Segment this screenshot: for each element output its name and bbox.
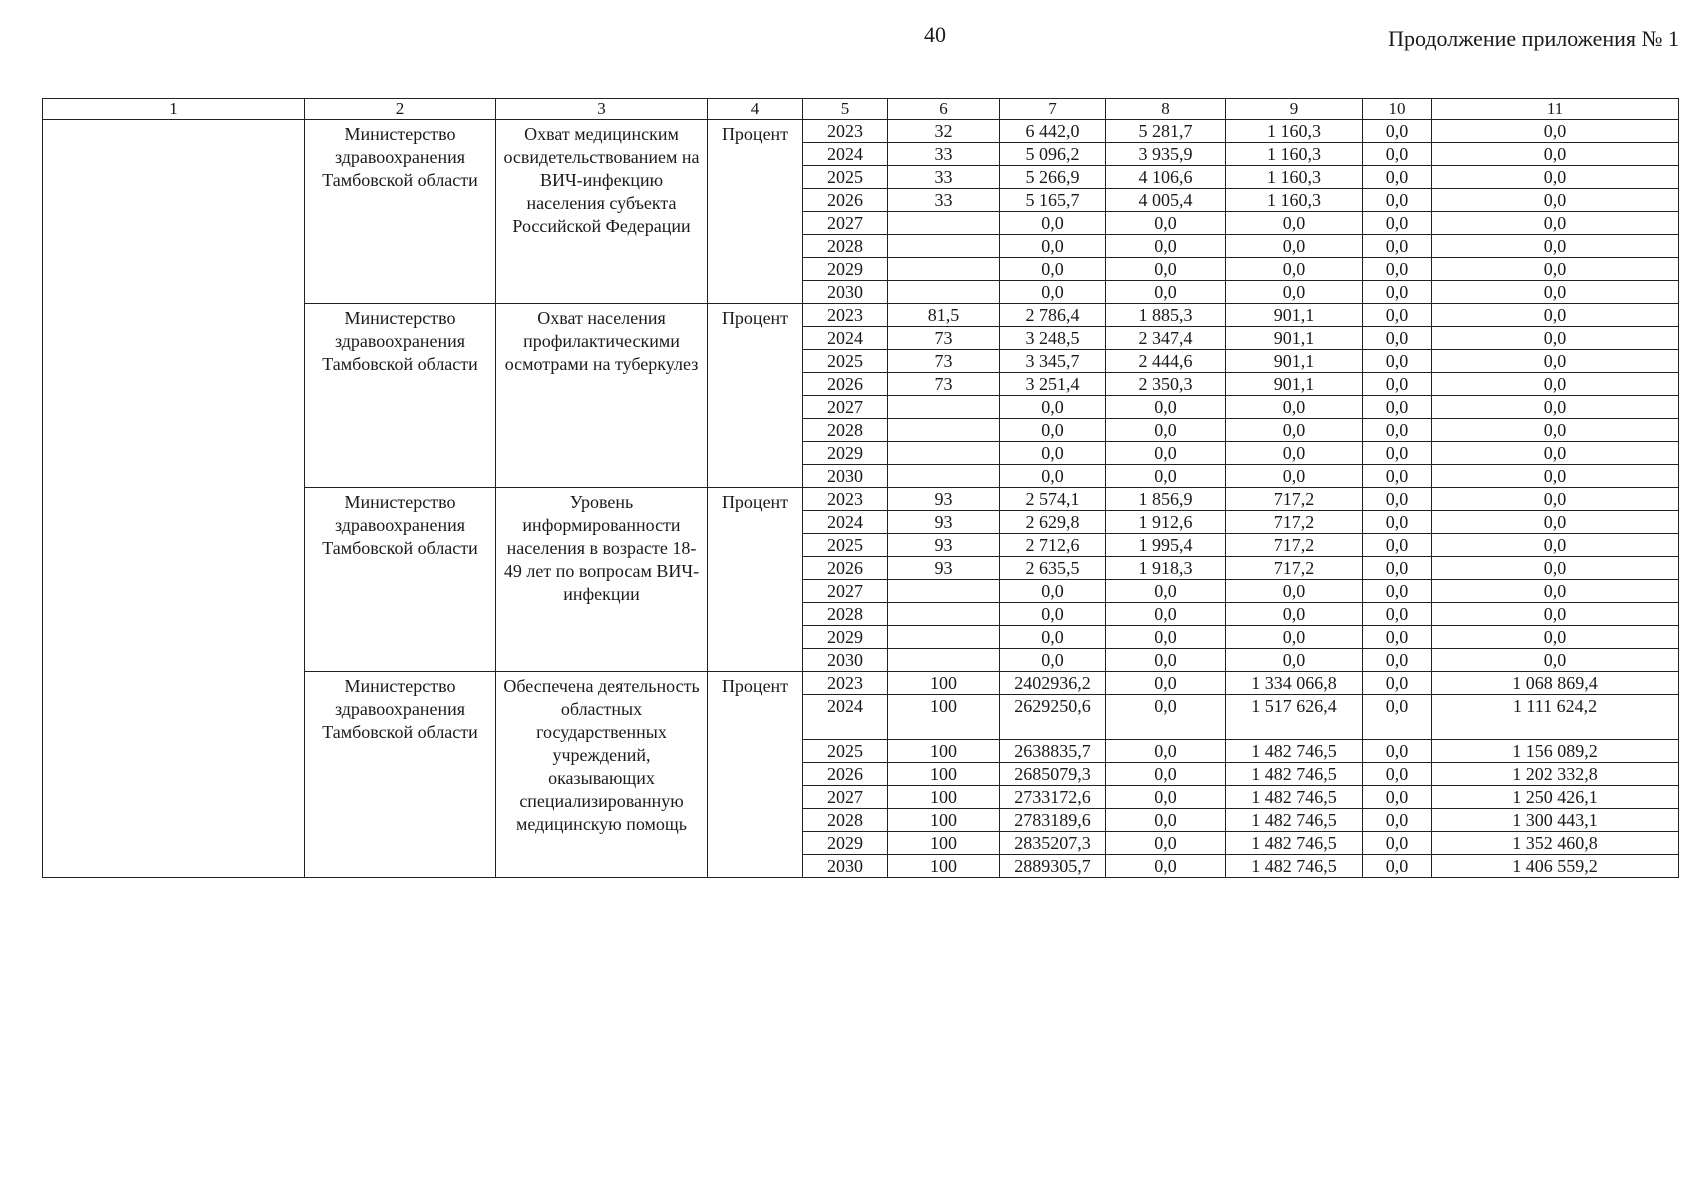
total-cell: 2 635,5 — [1000, 557, 1106, 580]
extra-cell: 0,0 — [1432, 396, 1679, 419]
extra-cell: 0,0 — [1432, 258, 1679, 281]
local-cell: 0,0 — [1363, 258, 1432, 281]
federal-cell: 1 856,9 — [1106, 488, 1226, 511]
local-cell: 0,0 — [1363, 143, 1432, 166]
local-cell: 0,0 — [1363, 832, 1432, 855]
federal-cell: 1 912,6 — [1106, 511, 1226, 534]
federal-cell: 1 918,3 — [1106, 557, 1226, 580]
extra-cell: 0,0 — [1432, 465, 1679, 488]
regional-cell: 1 160,3 — [1226, 189, 1363, 212]
regional-cell: 1 334 066,8 — [1226, 672, 1363, 695]
year-cell: 2026 — [803, 189, 888, 212]
regional-cell: 0,0 — [1226, 626, 1363, 649]
year-cell: 2029 — [803, 442, 888, 465]
year-cell: 2030 — [803, 855, 888, 878]
target-value-cell: 100 — [888, 763, 1000, 786]
extra-cell: 0,0 — [1432, 419, 1679, 442]
federal-cell: 0,0 — [1106, 442, 1226, 465]
local-cell: 0,0 — [1363, 350, 1432, 373]
regional-cell: 717,2 — [1226, 534, 1363, 557]
local-cell: 0,0 — [1363, 511, 1432, 534]
year-cell: 2027 — [803, 396, 888, 419]
extra-cell: 0,0 — [1432, 557, 1679, 580]
regional-cell: 901,1 — [1226, 327, 1363, 350]
federal-cell: 0,0 — [1106, 281, 1226, 304]
total-cell: 0,0 — [1000, 580, 1106, 603]
page-number: 40 — [924, 22, 946, 47]
year-cell: 2023 — [803, 672, 888, 695]
local-cell: 0,0 — [1363, 603, 1432, 626]
federal-cell: 0,0 — [1106, 396, 1226, 419]
extra-cell: 1 352 460,8 — [1432, 832, 1679, 855]
federal-cell: 0,0 — [1106, 763, 1226, 786]
year-cell: 2026 — [803, 763, 888, 786]
federal-cell: 2 347,4 — [1106, 327, 1226, 350]
federal-cell: 0,0 — [1106, 786, 1226, 809]
target-value-cell — [888, 419, 1000, 442]
column-1-cell — [43, 120, 305, 878]
extra-cell: 0,0 — [1432, 373, 1679, 396]
target-value-cell: 73 — [888, 373, 1000, 396]
table-row — [43, 120, 1679, 143]
column-number: 11 — [1432, 99, 1679, 120]
extra-cell: 0,0 — [1432, 442, 1679, 465]
regional-cell: 0,0 — [1226, 442, 1363, 465]
regional-cell: 717,2 — [1226, 557, 1363, 580]
regional-cell: 1 482 746,5 — [1226, 809, 1363, 832]
year-cell: 2027 — [803, 786, 888, 809]
target-value-cell — [888, 442, 1000, 465]
year-cell: 2023 — [803, 120, 888, 143]
column-number: 9 — [1226, 99, 1363, 120]
target-value-cell: 93 — [888, 488, 1000, 511]
local-cell: 0,0 — [1363, 855, 1432, 878]
federal-cell: 0,0 — [1106, 258, 1226, 281]
indicator-cell: Охват населения профилактическими осмотрами на туберкулез — [496, 304, 708, 488]
total-cell: 2835207,3 — [1000, 832, 1106, 855]
indicator-cell: Уровень информированности населения в возрасте 18-49 лет по вопросам ВИЧ-инфекции — [496, 488, 708, 672]
extra-cell: 0,0 — [1432, 580, 1679, 603]
extra-cell: 0,0 — [1432, 626, 1679, 649]
year-cell: 2025 — [803, 534, 888, 557]
program-table — [42, 98, 1679, 878]
target-value-cell: 100 — [888, 740, 1000, 763]
column-number: 7 — [1000, 99, 1106, 120]
local-cell: 0,0 — [1363, 189, 1432, 212]
federal-cell: 4 106,6 — [1106, 166, 1226, 189]
year-cell: 2023 — [803, 304, 888, 327]
local-cell: 0,0 — [1363, 763, 1432, 786]
local-cell: 0,0 — [1363, 626, 1432, 649]
regional-cell: 901,1 — [1226, 373, 1363, 396]
column-number-row — [43, 99, 1679, 120]
regional-cell: 717,2 — [1226, 488, 1363, 511]
federal-cell: 2 444,6 — [1106, 350, 1226, 373]
regional-cell: 0,0 — [1226, 580, 1363, 603]
year-cell: 2030 — [803, 465, 888, 488]
column-number: 3 — [496, 99, 708, 120]
total-cell: 3 345,7 — [1000, 350, 1106, 373]
local-cell: 0,0 — [1363, 557, 1432, 580]
regional-cell: 1 482 746,5 — [1226, 786, 1363, 809]
column-number: 5 — [803, 99, 888, 120]
regional-cell: 0,0 — [1226, 212, 1363, 235]
ministry-cell: Министерство здравоохранения Тамбовской области — [305, 120, 496, 304]
annex-title: Продолжение приложения № 1 — [1388, 26, 1679, 51]
target-value-cell: 33 — [888, 143, 1000, 166]
column-number: 4 — [708, 99, 803, 120]
extra-cell: 1 156 089,2 — [1432, 740, 1679, 763]
extra-cell: 0,0 — [1432, 350, 1679, 373]
year-cell: 2029 — [803, 258, 888, 281]
federal-cell: 4 005,4 — [1106, 189, 1226, 212]
total-cell: 0,0 — [1000, 603, 1106, 626]
total-cell: 0,0 — [1000, 258, 1106, 281]
local-cell: 0,0 — [1363, 327, 1432, 350]
year-cell: 2030 — [803, 649, 888, 672]
year-cell: 2028 — [803, 419, 888, 442]
federal-cell: 0,0 — [1106, 235, 1226, 258]
extra-cell: 0,0 — [1432, 166, 1679, 189]
total-cell: 6 442,0 — [1000, 120, 1106, 143]
target-value-cell: 93 — [888, 557, 1000, 580]
column-number: 6 — [888, 99, 1000, 120]
total-cell: 2783189,6 — [1000, 809, 1106, 832]
total-cell: 0,0 — [1000, 396, 1106, 419]
regional-cell: 0,0 — [1226, 281, 1363, 304]
target-value-cell: 100 — [888, 809, 1000, 832]
ministry-cell: Министерство здравоохранения Тамбовской области — [305, 488, 496, 672]
regional-cell: 0,0 — [1226, 396, 1363, 419]
regional-cell: 1 160,3 — [1226, 143, 1363, 166]
federal-cell: 1 885,3 — [1106, 304, 1226, 327]
regional-cell: 1 517 626,4 — [1226, 695, 1363, 740]
indicator-cell: Обеспечена деятельность областных государственных учреждений, оказывающих специализированную медицинскую помощь — [496, 672, 708, 878]
total-cell: 2402936,2 — [1000, 672, 1106, 695]
target-value-cell — [888, 465, 1000, 488]
regional-cell: 0,0 — [1226, 465, 1363, 488]
target-value-cell — [888, 396, 1000, 419]
target-value-cell — [888, 212, 1000, 235]
extra-cell: 1 250 426,1 — [1432, 786, 1679, 809]
target-value-cell: 100 — [888, 786, 1000, 809]
unit-cell: Процент — [708, 488, 803, 672]
local-cell: 0,0 — [1363, 373, 1432, 396]
total-cell: 0,0 — [1000, 281, 1106, 304]
total-cell: 3 248,5 — [1000, 327, 1106, 350]
year-cell: 2028 — [803, 235, 888, 258]
federal-cell: 0,0 — [1106, 603, 1226, 626]
year-cell: 2024 — [803, 695, 888, 740]
ministry-cell: Министерство здравоохранения Тамбовской области — [305, 304, 496, 488]
local-cell: 0,0 — [1363, 809, 1432, 832]
extra-cell: 0,0 — [1432, 120, 1679, 143]
column-number: 10 — [1363, 99, 1432, 120]
target-value-cell — [888, 235, 1000, 258]
year-cell: 2024 — [803, 327, 888, 350]
total-cell: 0,0 — [1000, 465, 1106, 488]
target-value-cell: 100 — [888, 832, 1000, 855]
local-cell: 0,0 — [1363, 442, 1432, 465]
local-cell: 0,0 — [1363, 281, 1432, 304]
regional-cell: 1 160,3 — [1226, 120, 1363, 143]
target-value-cell: 100 — [888, 672, 1000, 695]
federal-cell: 0,0 — [1106, 695, 1226, 740]
target-value-cell: 93 — [888, 511, 1000, 534]
local-cell: 0,0 — [1363, 166, 1432, 189]
local-cell: 0,0 — [1363, 465, 1432, 488]
column-number: 2 — [305, 99, 496, 120]
year-cell: 2029 — [803, 832, 888, 855]
extra-cell: 0,0 — [1432, 534, 1679, 557]
total-cell: 2 629,8 — [1000, 511, 1106, 534]
extra-cell: 0,0 — [1432, 235, 1679, 258]
regional-cell: 1 482 746,5 — [1226, 763, 1363, 786]
year-cell: 2028 — [803, 603, 888, 626]
target-value-cell — [888, 603, 1000, 626]
total-cell: 2638835,7 — [1000, 740, 1106, 763]
unit-cell: Процент — [708, 672, 803, 878]
year-cell: 2025 — [803, 740, 888, 763]
target-value-cell: 73 — [888, 350, 1000, 373]
federal-cell: 0,0 — [1106, 580, 1226, 603]
extra-cell: 0,0 — [1432, 281, 1679, 304]
target-value-cell: 100 — [888, 855, 1000, 878]
local-cell: 0,0 — [1363, 488, 1432, 511]
regional-cell: 1 482 746,5 — [1226, 740, 1363, 763]
extra-cell: 0,0 — [1432, 143, 1679, 166]
unit-cell: Процент — [708, 120, 803, 304]
federal-cell: 1 995,4 — [1106, 534, 1226, 557]
year-cell: 2028 — [803, 809, 888, 832]
local-cell: 0,0 — [1363, 672, 1432, 695]
unit-cell: Процент — [708, 304, 803, 488]
regional-cell: 901,1 — [1226, 304, 1363, 327]
regional-cell: 1 160,3 — [1226, 166, 1363, 189]
extra-cell: 0,0 — [1432, 511, 1679, 534]
local-cell: 0,0 — [1363, 304, 1432, 327]
federal-cell: 0,0 — [1106, 419, 1226, 442]
target-value-cell — [888, 626, 1000, 649]
extra-cell: 0,0 — [1432, 212, 1679, 235]
target-value-cell — [888, 580, 1000, 603]
federal-cell: 0,0 — [1106, 740, 1226, 763]
target-value-cell: 32 — [888, 120, 1000, 143]
target-value-cell: 100 — [888, 695, 1000, 740]
local-cell: 0,0 — [1363, 235, 1432, 258]
extra-cell: 0,0 — [1432, 304, 1679, 327]
total-cell: 5 266,9 — [1000, 166, 1106, 189]
total-cell: 0,0 — [1000, 212, 1106, 235]
local-cell: 0,0 — [1363, 786, 1432, 809]
regional-cell: 0,0 — [1226, 258, 1363, 281]
total-cell: 0,0 — [1000, 419, 1106, 442]
local-cell: 0,0 — [1363, 120, 1432, 143]
federal-cell: 0,0 — [1106, 212, 1226, 235]
extra-cell: 1 406 559,2 — [1432, 855, 1679, 878]
federal-cell: 0,0 — [1106, 649, 1226, 672]
extra-cell: 1 202 332,8 — [1432, 763, 1679, 786]
year-cell: 2026 — [803, 557, 888, 580]
total-cell: 0,0 — [1000, 235, 1106, 258]
total-cell: 2685079,3 — [1000, 763, 1106, 786]
federal-cell: 0,0 — [1106, 855, 1226, 878]
total-cell: 2629250,6 — [1000, 695, 1106, 740]
extra-cell: 0,0 — [1432, 488, 1679, 511]
regional-cell: 1 482 746,5 — [1226, 832, 1363, 855]
federal-cell: 0,0 — [1106, 809, 1226, 832]
year-cell: 2025 — [803, 350, 888, 373]
regional-cell: 0,0 — [1226, 649, 1363, 672]
local-cell: 0,0 — [1363, 649, 1432, 672]
local-cell: 0,0 — [1363, 580, 1432, 603]
year-cell: 2027 — [803, 580, 888, 603]
target-value-cell: 33 — [888, 166, 1000, 189]
regional-cell: 1 482 746,5 — [1226, 855, 1363, 878]
column-number: 1 — [43, 99, 305, 120]
column-number: 8 — [1106, 99, 1226, 120]
regional-cell: 0,0 — [1226, 235, 1363, 258]
year-cell: 2023 — [803, 488, 888, 511]
federal-cell: 0,0 — [1106, 672, 1226, 695]
local-cell: 0,0 — [1363, 396, 1432, 419]
total-cell: 2 786,4 — [1000, 304, 1106, 327]
total-cell: 5 096,2 — [1000, 143, 1106, 166]
regional-cell: 0,0 — [1226, 603, 1363, 626]
federal-cell: 5 281,7 — [1106, 120, 1226, 143]
local-cell: 0,0 — [1363, 212, 1432, 235]
total-cell: 0,0 — [1000, 626, 1106, 649]
regional-cell: 0,0 — [1226, 419, 1363, 442]
total-cell: 5 165,7 — [1000, 189, 1106, 212]
year-cell: 2027 — [803, 212, 888, 235]
target-value-cell: 73 — [888, 327, 1000, 350]
ministry-cell: Министерство здравоохранения Тамбовской области — [305, 672, 496, 878]
target-value-cell — [888, 649, 1000, 672]
target-value-cell: 93 — [888, 534, 1000, 557]
target-value-cell: 81,5 — [888, 304, 1000, 327]
extra-cell: 0,0 — [1432, 603, 1679, 626]
extra-cell: 0,0 — [1432, 189, 1679, 212]
regional-cell: 901,1 — [1226, 350, 1363, 373]
total-cell: 2 712,6 — [1000, 534, 1106, 557]
year-cell: 2025 — [803, 166, 888, 189]
local-cell: 0,0 — [1363, 695, 1432, 740]
target-value-cell — [888, 281, 1000, 304]
local-cell: 0,0 — [1363, 419, 1432, 442]
target-value-cell — [888, 258, 1000, 281]
local-cell: 0,0 — [1363, 740, 1432, 763]
extra-cell: 0,0 — [1432, 649, 1679, 672]
year-cell: 2024 — [803, 143, 888, 166]
total-cell: 2889305,7 — [1000, 855, 1106, 878]
federal-cell: 0,0 — [1106, 465, 1226, 488]
total-cell: 2733172,6 — [1000, 786, 1106, 809]
extra-cell: 1 111 624,2 — [1432, 695, 1679, 740]
extra-cell: 1 300 443,1 — [1432, 809, 1679, 832]
federal-cell: 2 350,3 — [1106, 373, 1226, 396]
extra-cell: 1 068 869,4 — [1432, 672, 1679, 695]
year-cell: 2029 — [803, 626, 888, 649]
total-cell: 3 251,4 — [1000, 373, 1106, 396]
federal-cell: 0,0 — [1106, 832, 1226, 855]
total-cell: 0,0 — [1000, 442, 1106, 465]
year-cell: 2030 — [803, 281, 888, 304]
target-value-cell: 33 — [888, 189, 1000, 212]
federal-cell: 0,0 — [1106, 626, 1226, 649]
local-cell: 0,0 — [1363, 534, 1432, 557]
extra-cell: 0,0 — [1432, 327, 1679, 350]
year-cell: 2026 — [803, 373, 888, 396]
indicator-cell: Охват медицинским освидетельствованием на ВИЧ-инфекцию населения субъекта Российской Федерации — [496, 120, 708, 304]
total-cell: 0,0 — [1000, 649, 1106, 672]
federal-cell: 3 935,9 — [1106, 143, 1226, 166]
year-cell: 2024 — [803, 511, 888, 534]
regional-cell: 717,2 — [1226, 511, 1363, 534]
total-cell: 2 574,1 — [1000, 488, 1106, 511]
